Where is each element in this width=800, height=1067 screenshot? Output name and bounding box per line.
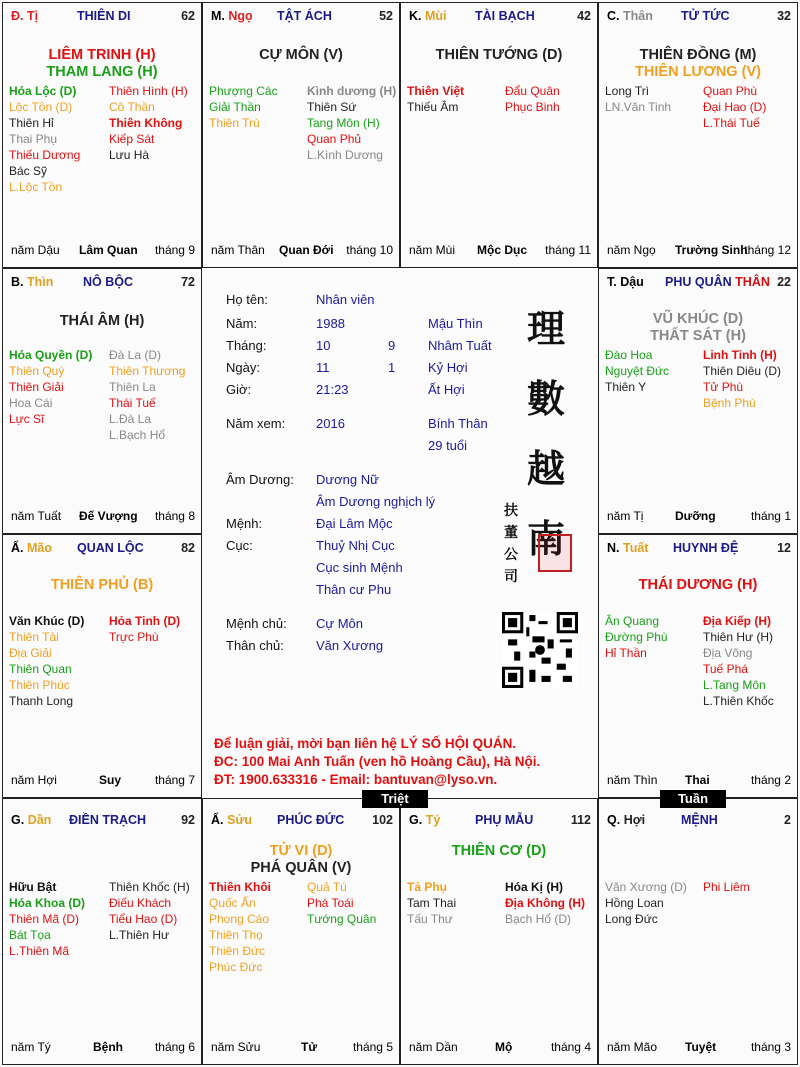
palace-name: ĐIỀN TRẠCH [69,813,147,827]
contact-line-1: Để luận giải, mời bạn liên hệ LÝ SỐ HỘI QUÁN. [214,736,517,751]
center-info-panel [202,268,598,798]
star: Thiếu Âm [407,100,459,114]
palace-thin[interactable] [2,268,202,534]
palace-month: tháng 4 [550,1040,591,1054]
main-star-1: THIÊN PHỦ (B) [50,577,154,593]
star: Thiên Đức [209,944,266,958]
star: Linh Tinh (H) [703,348,777,362]
star: Bệnh Phù [703,396,756,410]
star: Hỏa Tinh (D) [109,614,181,628]
palace-stage: Thai [685,773,710,787]
main-star-2: THẤT SÁT (H) [650,328,746,344]
star: Cô Thần [109,100,155,114]
star: Thai Phụ [9,132,58,146]
star: Văn Khúc (D) [9,614,85,628]
star: Tang Môn (H) [307,116,380,130]
star: Bác Sỹ [9,164,48,178]
view-year-canchi: Bính Thân [428,416,488,431]
palace-name: QUAN LỘC [77,541,144,555]
hour-value: 21:23 [316,382,349,397]
star: Tử Phù [703,380,744,394]
palace-ty[interactable] [400,798,598,1065]
star: L.Bạch Hổ [109,428,166,442]
star: Tam Thai [407,896,457,910]
than-chu-label: Thân chủ: [226,638,284,653]
palace-age: 112 [570,813,591,827]
day-value: 11 [316,360,330,375]
palace-prefix: M. [211,9,225,23]
palace-name: HUYNH ĐỆ [673,541,739,555]
star: Long Trì [605,84,650,98]
cuc-value: Thuỷ Nhị Cục [316,538,395,553]
star: L.Thiên Khốc [703,694,774,708]
star: Đà La (D) [109,348,162,362]
name-label: Họ tên: [226,292,268,307]
main-star-1: CỰ MÔN (V) [259,47,343,63]
star: Thiên Thương [109,364,186,378]
star: Hồng Loan [605,896,664,910]
palace-month: tháng 2 [750,773,791,787]
star: Đại Hao (D) [703,100,767,114]
calligraphy-char: 數 [527,376,566,421]
star: Kiếp Sát [109,132,155,146]
main-star-1: TỬ VI (D) [269,843,333,859]
star: Tướng Quân [307,912,377,926]
star: Hữu Bật [9,880,57,894]
view-year-value: 2016 [316,416,345,431]
palace-prefix: C. [607,9,620,23]
view-age: 29 tuổi [428,438,468,453]
star: Đường Phù [605,630,668,644]
star: Quan Phù [703,84,758,98]
day-label: Ngày: [226,360,260,375]
small-calligraphy: 扶 [504,503,518,519]
small-calligraphy: 司 [504,569,518,585]
palace-branch: Mùi [424,9,447,23]
palace-year: năm Ngọ [607,243,656,257]
star: Nguyệt Đức [605,364,670,378]
menh-chu-value: Cự Môn [316,616,363,631]
star: Quan Phủ [307,132,362,146]
day-lunar: 1 [388,360,396,375]
view-year-label: Năm xem: [226,416,286,431]
palace-year: năm Thìn [607,773,658,787]
main-star-1: THIÊN ĐỒNG (M) [639,47,757,63]
palace-age: 42 [577,9,591,23]
triet-tag: Triệt [362,790,428,808]
palace-month: tháng 11 [545,243,591,257]
palace-prefix: N. [607,541,620,555]
palace-age: 62 [181,9,195,23]
palace-stage: Tử [301,1040,318,1054]
star: Giải Thần [209,100,261,114]
palace-age: 32 [777,9,791,23]
palace-stage: Bệnh [93,1040,123,1054]
palace-ngo[interactable] [202,2,400,268]
palace-suu[interactable] [202,798,400,1065]
hour-label: Giờ: [226,382,252,397]
star: Thiên Việt [407,84,465,98]
main-star-1: THIÊN CƠ (D) [451,843,547,859]
star: Bát Tọa [9,928,51,942]
menh-value: Đại Lâm Mộc [316,516,393,531]
year-canchi: Mậu Thìn [428,316,483,331]
palace-position: T. Dậu [607,275,644,289]
palace-hoi[interactable] [598,798,798,1065]
star: Thiên Hỉ [9,116,54,130]
year-label: Năm: [226,316,258,331]
calligraphy-char: 理 [527,306,566,351]
star: Kình dương (H) [307,84,397,98]
star: Thiên Quan [9,662,72,676]
day-canchi: Kỷ Hợi [428,360,468,375]
star: Thanh Long [9,694,74,708]
star: Hóa Kị (H) [505,880,563,894]
palace-year: năm Hợi [11,773,57,787]
palace-age: 22 [777,275,791,289]
palace-prefix: Ấ. [211,813,224,827]
star: Thiên Không [109,116,183,130]
than-chu-value: Văn Xương [316,638,384,653]
amduong-label: Âm Dương: [226,472,294,487]
palace-prefix: Ấ. [11,541,24,555]
palace-month: tháng 9 [154,243,195,257]
palace-year: năm Sửu [211,1040,261,1054]
star: Thiên Hình (H) [109,84,188,98]
palace-prefix: G. [11,813,25,827]
star: Thiên Khốc (H) [109,880,190,894]
star: Đào Hoa [605,348,653,362]
palace-tuat[interactable] [598,534,798,798]
palace-name: TẬT ÁCH [277,9,332,23]
palace-prefix: B. [11,275,24,289]
month-canchi: Nhâm Tuất [428,338,492,353]
star: Địa Kiếp (H) [703,614,772,628]
palace-age: 2 [784,813,791,827]
cuc-label: Cục: [226,538,253,553]
month-label: Tháng: [226,338,267,353]
main-star-2: PHÁ QUÂN (V) [250,860,352,876]
star: Phi Liêm [703,880,750,894]
star: Hóa Khoa (D) [9,896,85,910]
year-value: 1988 [316,316,345,331]
palace-year: năm Mão [607,1040,658,1054]
palace-name: MỆNH [681,813,718,827]
palace-branch: Tuất [622,541,649,555]
palace-branch: Hợi [623,813,646,827]
star: Địa Võng [703,646,753,660]
small-calligraphy: 董 [504,525,518,541]
star: Hỉ Thần [605,646,647,660]
amduong-note: Âm Dương nghịch lý [316,494,436,509]
star: Thiên Khôi [209,880,271,894]
star: Phượng Các [209,84,278,98]
star: Thiên Quý [9,364,65,378]
star: Thiên Diêu (D) [703,364,782,378]
star: L.Thiên Mã [9,944,70,958]
star: Phúc Đức [209,960,263,974]
palace-year: năm Thân [211,243,265,257]
palace-branch: Tý [425,813,441,827]
palace-stage: Suy [99,773,122,787]
palace-branch: Thân [622,9,653,23]
palace-name: NÔ BỘC [83,275,133,289]
than-tag: THÂN [735,275,770,289]
star: Đẩu Quân [505,84,560,98]
star: L.Thiên Hư [109,928,170,942]
palace-ti[interactable] [2,2,202,268]
palace-year: năm Tuất [11,509,62,523]
palace-stage: Mộ [495,1040,513,1054]
star: Thiên Sứ [307,100,357,114]
palace-stage: Lâm Quan [79,243,138,257]
palace-prefix: G. [409,813,423,827]
cuc-note-2: Thân cư Phu [316,582,392,597]
name-value: Nhân viên [316,292,375,307]
star: Bạch Hổ (D) [505,912,572,926]
palace-month: tháng 10 [346,243,393,257]
star: Thiếu Dương [9,148,81,162]
star: Thiên Giải [9,380,64,394]
hour-canchi: Ất Hợi [428,382,465,397]
palace-stage: Tuyệt [685,1040,717,1054]
palace-year: năm Tý [11,1040,51,1054]
star: Hoa Cái [9,396,53,410]
palace-name: PHỤ MẪU [475,813,534,827]
palace-branch: Ngọ [228,9,253,23]
star: Địa Giải [9,646,52,660]
cuc-note-1: Cục sinh Mệnh [316,560,403,575]
star: Thiên Phúc [9,678,70,692]
star: Tấu Thư [407,912,453,926]
palace-dan[interactable] [2,798,202,1065]
palace-mao[interactable] [2,534,202,798]
star: Thiên Trù [209,116,260,130]
palace-age: 92 [181,813,195,827]
palace-year: năm Tị [607,509,644,523]
contact-line-3: ĐT: 1900.633316 - Email: bantuvan@lyso.vn. [214,772,498,787]
palace-stage: Đế Vượng [79,509,138,523]
palace-month: tháng 1 [750,509,791,523]
palace-month: tháng 7 [154,773,195,787]
palace-age: 12 [777,541,791,555]
star: Thiên Hư (H) [703,630,774,644]
palace-year: năm Mùi [409,243,456,257]
palace-stage: Dưỡng [675,509,716,523]
star: Thái Tuế [109,396,156,410]
main-star-1: THÁI DƯƠNG (H) [638,577,758,593]
palace-dau[interactable] [598,268,798,534]
star: Lưu Hà [109,148,150,162]
palace-name: TỬ TỨC [681,9,730,23]
palace-month: tháng 5 [352,1040,393,1054]
palace-age: 82 [181,541,195,555]
palace-month: tháng 12 [744,243,791,257]
calligraphy-char: 越 [527,446,566,491]
star: L.Lộc Tồn [9,180,63,194]
star: Thiên Mã (D) [9,912,80,926]
star: Lực Sĩ [9,412,45,426]
small-calligraphy: 公 [504,547,518,563]
star: Thiên Y [605,380,647,394]
palace-month: tháng 3 [750,1040,791,1054]
tuan-tag: Tuần [660,790,726,808]
palace-year: năm Dậu [11,243,60,257]
palace-age: 102 [372,813,393,827]
star: L.Thái Tuế [703,116,760,130]
amduong-value: Dương Nữ [316,472,379,487]
contact-line-2: ĐC: 100 Mai Anh Tuấn (ven hồ Hoàng Cầu), Hà Nội. [214,754,541,769]
palace-prefix: K. [409,9,422,23]
star: Tiểu Hao (D) [109,912,178,926]
qr-code-icon[interactable] [502,612,578,688]
main-star-1: VŨ KHÚC (D) [652,311,744,327]
palace-branch: Thìn [26,275,54,289]
palace-age: 72 [181,275,195,289]
palace-month: tháng 6 [154,1040,195,1054]
palace-name: THIÊN DI [77,9,131,23]
star: Văn Xương (D) [605,880,687,894]
palace-name: TÀI BẠCH [475,9,535,23]
star: Điếu Khách [109,896,172,910]
star: Phong Cáo [209,912,270,926]
palace-branch: Mão [26,541,52,555]
star: LN.Văn Tinh [605,100,672,114]
menh-chu-label: Mệnh chủ: [226,616,287,631]
star: Quả Tú [307,880,347,894]
star: L.Tang Môn [703,678,766,692]
star: Lộc Tồn (D) [9,100,73,114]
star: Phá Toái [307,896,354,910]
star: L.Đà La [109,412,152,426]
palace-stage: Trường Sinh [675,243,748,257]
star: Ân Quang [605,614,660,628]
palace-position: Đ. Tị [11,9,39,23]
palace-name: PHÚC ĐỨC [277,813,345,827]
palace-than[interactable] [598,2,798,268]
star: Thiên Tài [9,630,59,644]
star: L.Kình Dương [307,148,383,162]
main-star-1: THIÊN TƯỚNG (D) [435,47,563,63]
palace-mui[interactable] [400,2,598,268]
palace-stage: Quan Đới [279,243,334,257]
star: Long Đức [605,912,658,926]
star: Phục Binh [505,100,560,114]
star: Hóa Quyền (D) [9,348,93,362]
palace-branch: Dần [27,813,52,827]
menh-label: Mệnh: [226,516,263,531]
palace-name: PHU QUÂN [665,275,732,289]
star: Thiên Thọ [209,928,263,942]
star: Tả Phụ [407,880,448,894]
palace-branch: Sửu [226,813,253,827]
red-seal-icon [538,534,572,572]
star: Quốc Ấn [209,896,256,910]
main-star-2: THIÊN LƯƠNG (V) [635,64,761,80]
palace-prefix: Q. [607,813,621,827]
star: Tuế Phá [703,662,748,676]
palace-month: tháng 8 [154,509,195,523]
star: Hóa Lộc (D) [9,84,77,98]
calligraphy-char: 南 [527,516,566,561]
palace-stage: Mộc Dục [477,243,528,257]
palace-year: năm Dần [409,1040,458,1054]
main-star-2: THAM LANG (H) [46,64,158,80]
main-star-1: LIÊM TRINH (H) [48,47,156,63]
palace-age: 52 [379,9,393,23]
month-lunar: 9 [388,338,396,353]
month-value: 10 [316,338,331,353]
star: Trực Phù [109,630,159,644]
star: Địa Không (H) [505,896,585,910]
star: Thiên La [109,380,156,394]
main-star-1: THÁI ÂM (H) [59,313,145,329]
